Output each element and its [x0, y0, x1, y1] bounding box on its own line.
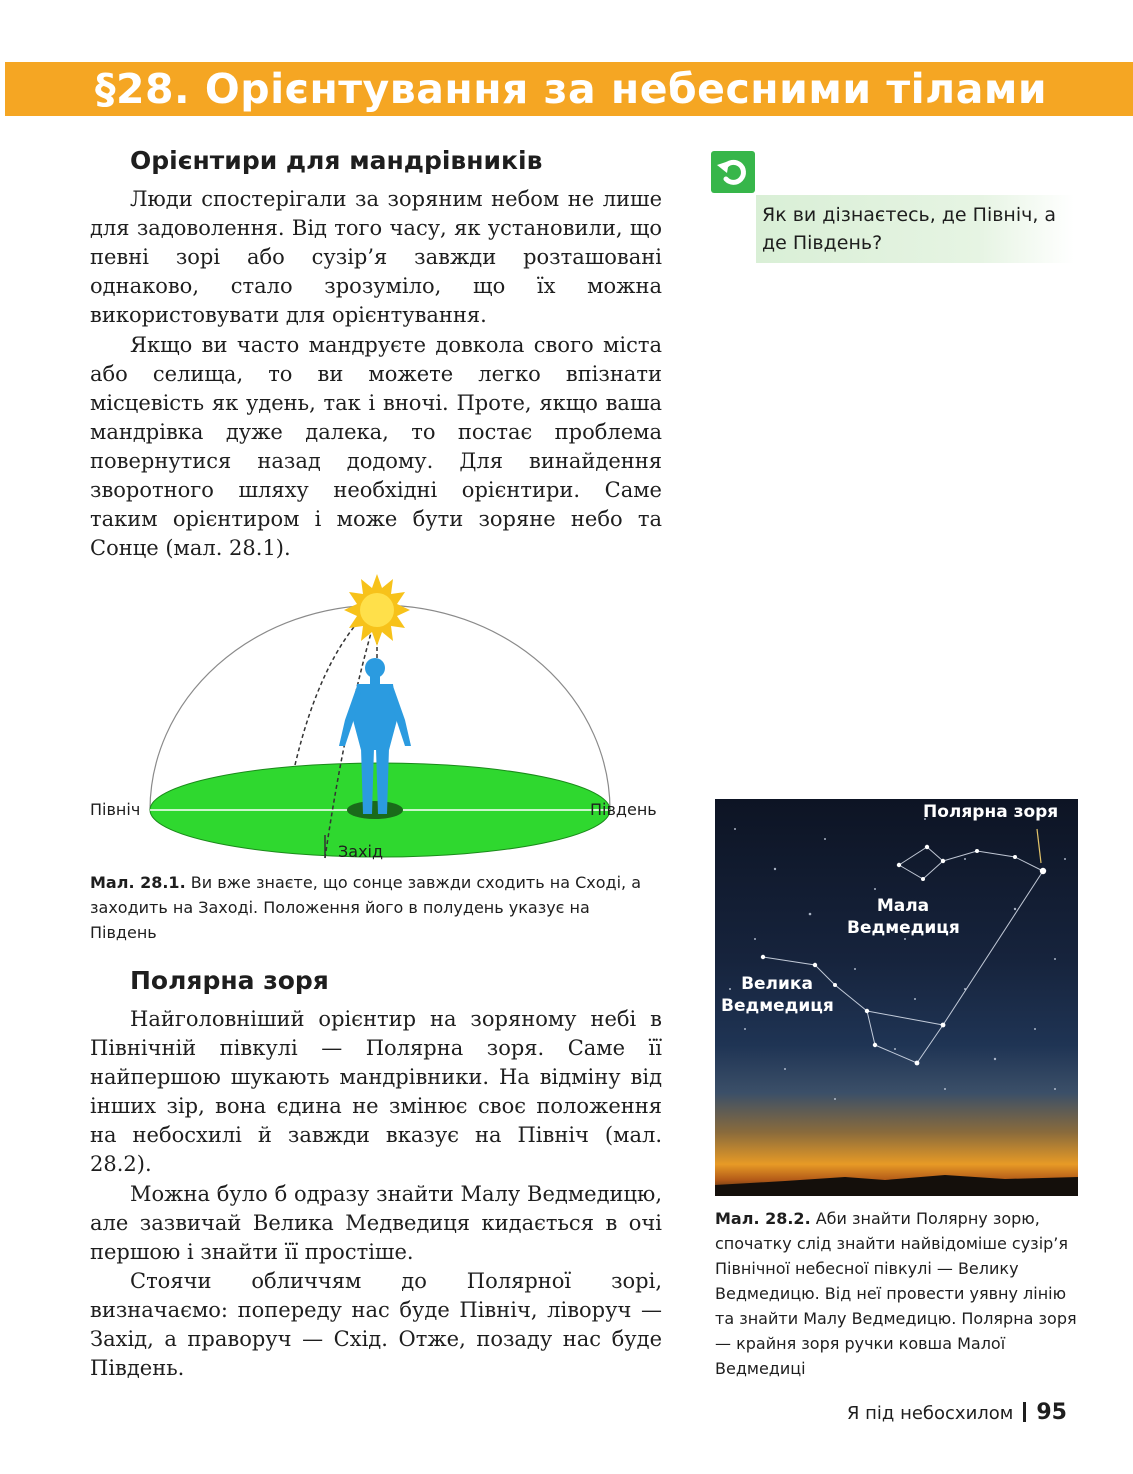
repeat-question-icon [711, 151, 755, 193]
paragraph: Люди спостерігали за зоряним небом не лише для задоволення. Від того часу, як установили, що певні зорі або сузір’я завжди розташовані однаково, стало зрозуміло, що їх можна використовувати для орієнтування. [90, 187, 662, 327]
paragraph: Якщо ви часто мандруєте довкола свого міста або селища, то ви можете легко впізнати місцевість як удень, так і вночі. Проте, якщо ваша мандрівка дуже далека, то постає проблема повернутися назад додому. Для винайдення зворотного шляху необхідні орієнтири. Саме таким орієнтиром і може бути зоряне небо та Сонце (мал. 28.1). [90, 333, 662, 560]
question-text: Як ви дізнаєтесь, де Північ, а де Південь? [762, 204, 1057, 254]
section-heading-polaris: Полярна зоря [130, 966, 329, 995]
paragraph: Можна було б одразу знайти Малу Ведмедицю, але зазвичай Велика Медведиця кидається в очі першою і знайти її простіше. [90, 1182, 662, 1264]
caption-text: Аби знайти Полярну зорю, спочатку слід знайти найвідоміше сузір’я Північної небесної півкулі — Велику Ведмедицю. Від неї провести уявну лінію та знайти Малу Ведмедицю. Полярна зоря — крайня зоря ручки ковша Малої Ведмедиці [715, 1209, 1077, 1378]
figure1-caption [90, 870, 650, 945]
chapter-banner [5, 62, 1133, 116]
page-title: §28. Орієнтування за небесними тілами [95, 65, 1048, 113]
figure-night-sky [715, 799, 1078, 1196]
footer-chapter: Я під небосхилом [846, 1403, 1014, 1424]
page-number: 95 [1036, 1400, 1067, 1425]
sun-dome-diagram [85, 570, 675, 865]
question-box [756, 195, 1074, 263]
paragraph: Найголовніший орієнтир на зоряному небі в Північній півкулі — Полярна зоря. Саме її найпершою шукають мандрівники. На відміну від інших зір, вона єдина не змінює своє положення на небосхилі й завжди вказує на Північ (мал. 28.2). [90, 1007, 662, 1176]
figure-sun-dome [85, 570, 675, 865]
label-south: Південь [590, 800, 657, 819]
label-west: Захід [338, 842, 384, 861]
caption-text: Ви вже знаєте, що сонце завжди сходить на Сході, а заходить на Заході. Положення його в полудень указує на Південь [90, 873, 641, 942]
figure2-caption [715, 1206, 1083, 1381]
page-footer [847, 1400, 1067, 1425]
label-north: Північ [90, 800, 141, 819]
footer-divider [1023, 1402, 1026, 1422]
caption-number: Мал. 28.1. [90, 873, 186, 892]
polaris-star-icon [1037, 829, 1046, 874]
label-big-dipper-line1: Велика [741, 974, 813, 994]
label-big-dipper-line2: Ведмедиця [721, 996, 834, 1016]
label-little-dipper-line1: Мала [876, 896, 930, 916]
label-little-dipper-line2: Ведмедиця [847, 918, 960, 938]
label-big-dipper [721, 973, 833, 1017]
section-heading-landmarks: Орієнтири для мандрівників [130, 146, 543, 175]
sun-icon [344, 574, 410, 646]
label-little-dipper [847, 895, 959, 939]
caption-number: Мал. 28.2. [715, 1209, 811, 1228]
label-polaris: Полярна зоря [923, 802, 1059, 822]
paragraph: Стоячи обличчям до Полярної зорі, визначаємо: попереду нас буде Північ, ліворуч — Захід, а праворуч — Схід. Отже, позаду нас буде Південь. [90, 1269, 662, 1380]
